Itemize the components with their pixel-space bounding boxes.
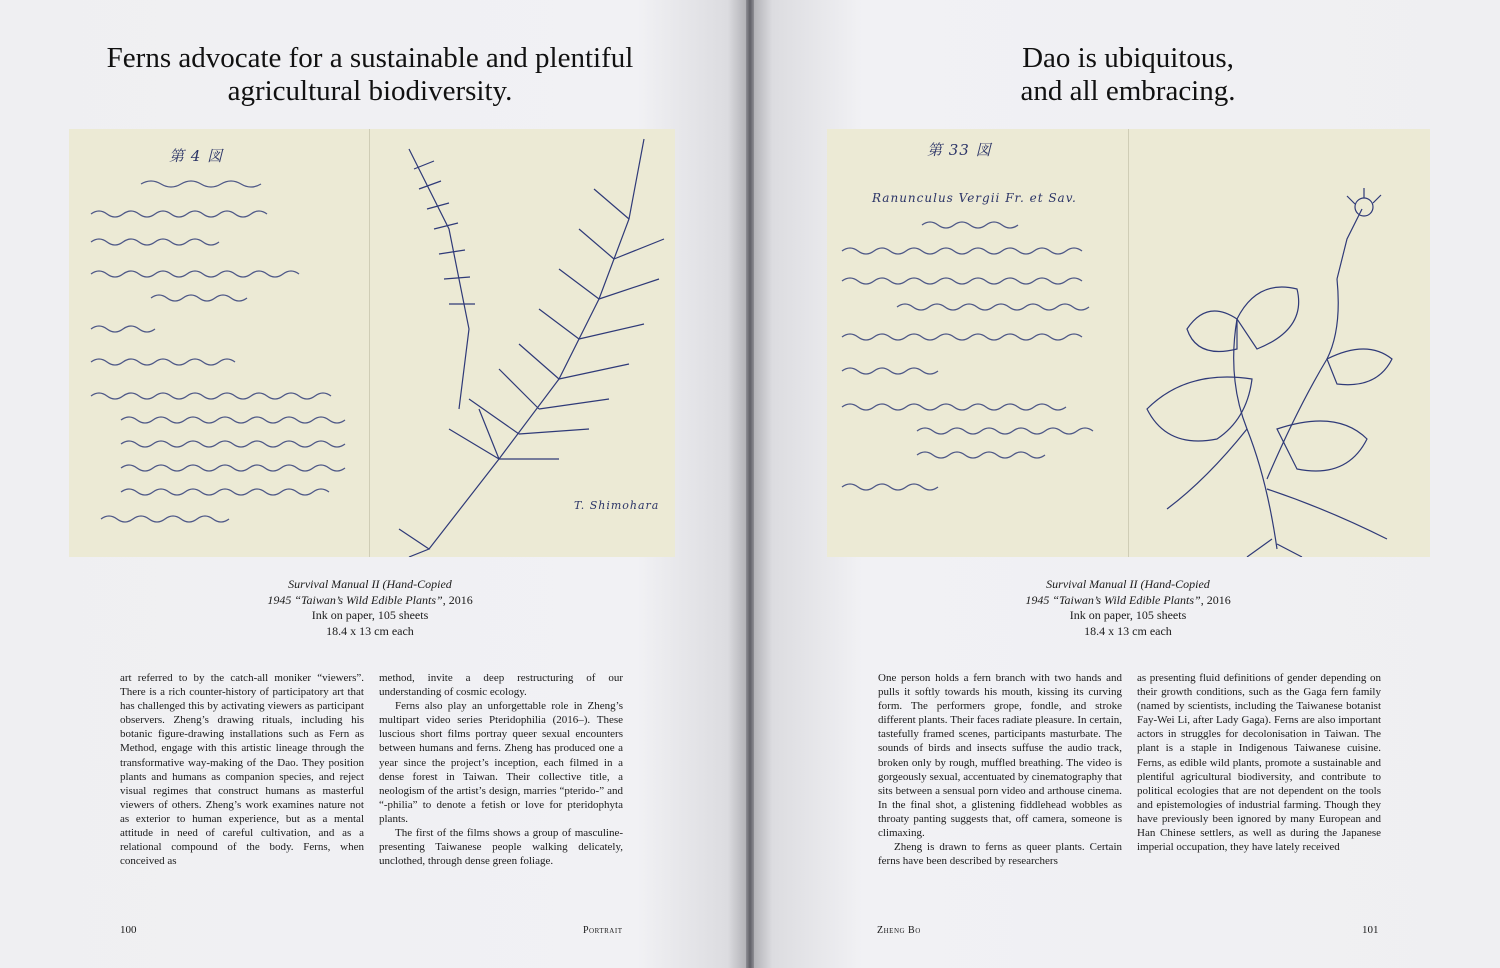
left-caption <box>70 577 670 639</box>
page-number-right: 101 <box>1362 924 1379 936</box>
right-caption <box>828 577 1428 639</box>
right-caption-medium: Ink on paper, 105 sheets <box>1069 608 1187 622</box>
left-headline <box>70 42 670 108</box>
right-col1-paragraph-2: Zheng is drawn to ferns as queer plants. Certain ferns have been described by researchers <box>878 841 1122 868</box>
left-caption-dimensions: 18.4 x 13 cm each <box>326 623 414 638</box>
right-page <box>750 0 1500 968</box>
handwriting-lines-right <box>837 219 1122 519</box>
right-artwork-image <box>827 129 1430 557</box>
right-headline-line2: and all embracing. <box>1020 75 1236 107</box>
right-artwork-latin-note: Ranunculus Vergii Fr. et Sav. <box>872 191 1077 205</box>
page-number-left: 100 <box>120 924 137 936</box>
right-caption-dimensions: 18.4 x 13 cm each <box>1084 623 1172 638</box>
right-col1-paragraph-1: One person holds a fern branch with two hands and pulls it softly towards his mouth, kissing its curving form. The performers grope, fondle, and stroke different plants. Their faces radiate pleasure. In certain, tastefully framed scenes, participants masturbate. The sounds of birds and insects suffuse the audio track, broken only by rough, muffled breathing. The video is gorgeously sexual, accentuated by cinematography that sits between a sensual porn video and arthouse cinema. In the final shot, a glistening fiddlehead wobbles as throaty panting suggests that, off camera, someone is climaxing. <box>878 672 1122 840</box>
right-caption-title-cont: 1945 “Taiwan’s Wild Edible Plants” <box>1025 592 1201 607</box>
left-caption-line2 <box>70 593 670 609</box>
left-headline-line1: Ferns advocate for a sustainable and plentiful <box>106 42 634 74</box>
left-col1-paragraph: art referred to by the catch-all moniker “viewers”. There is a rich counter-history of participatory art that has challenged this by activating viewers as participant observers. Zheng’s drawing rituals, including his botanic figure-drawing installations such as Fern as Method, engage with this artistic lineage through the transformative way-making of the Dao. They position plants and humans as companion species, and reject visual regimes that construct humans as masterful viewers of others. Zheng’s work examines nature not as exterior to human experience, but as a mental attitude in need of careful cultivation, and as a relational compound of the body. Ferns, when conceived as <box>120 672 364 868</box>
left-caption-title: Survival Manual II (Hand-Copied <box>288 577 452 591</box>
right-column-1 <box>878 671 1122 868</box>
right-headline <box>828 42 1428 108</box>
handwriting-lines-left <box>81 174 361 534</box>
left-artwork-image <box>69 129 675 557</box>
left-col2-paragraph-2: Ferns also play an unforgettable role in Zheng’s multipart video series Pteridophilia (2016–). These luscious short films portray queer sexual encounters between humans and ferns. Zheng has produced one a year since the project’s inception, each filmed in a dense forest in Taiwan. Their collective title, a neologism of the artist’s design, marries “pterido-” and “-philia” to denote a fetish or love for pteridophyta plants. <box>379 700 623 825</box>
running-head-left: Portrait <box>583 925 623 936</box>
left-headline-line2: agricultural biodiversity. <box>227 75 513 107</box>
left-caption-year: , 2016 <box>442 592 473 607</box>
right-col2-paragraph: as presenting fluid definitions of gender depending on their growth conditions, such as the Gaga fern family (named by scientists, including the Taiwanese botanist Fay-Wei Li, after Lady Gaga). Ferns are also important actors in struggles for decolonisation in Taiwan. The plant is a staple in Indigenous Taiwanese cuisine. Ferns, as edible wild plants, promote a sustainable and plentiful agricultural biodiversity, and contribute to political ecologies that are not dependent on the tools and epistemologies of industrial farming. Though they have previously been ignored by many European and Han Chinese settlers, as well as during the Japanese imperial occupation, they have lately received <box>1137 672 1381 854</box>
left-artwork-fold <box>369 129 370 557</box>
fern-drawing <box>389 129 675 557</box>
left-column-2 <box>379 671 623 868</box>
running-head-right: Zheng Bo <box>877 925 921 936</box>
book-gutter <box>746 0 754 968</box>
left-column-1 <box>120 671 364 868</box>
left-col2-paragraph-1: method, invite a deep restructuring of our understanding of cosmic ecology. <box>379 672 623 699</box>
left-artwork-title-note: 第 4 図 <box>169 147 224 165</box>
left-caption-title-cont: 1945 “Taiwan’s Wild Edible Plants” <box>267 592 443 607</box>
artwork-signature: T. Shimohara <box>574 499 660 512</box>
right-column-2 <box>1137 671 1381 854</box>
right-headline-line1: Dao is ubiquitous, <box>1022 42 1234 74</box>
right-caption-year: , 2016 <box>1200 592 1231 607</box>
left-col2-paragraph-3: The first of the films shows a group of masculine-presenting Taiwanese people walking delicately, unclothed, through dense green foliage. <box>379 827 623 868</box>
right-artwork-title-note: 第 33 図 <box>927 141 992 159</box>
right-caption-title: Survival Manual II (Hand-Copied <box>1046 577 1210 591</box>
left-caption-medium: Ink on paper, 105 sheets <box>311 608 429 622</box>
right-caption-line2 <box>828 593 1428 609</box>
ranunculus-drawing <box>1127 179 1427 557</box>
